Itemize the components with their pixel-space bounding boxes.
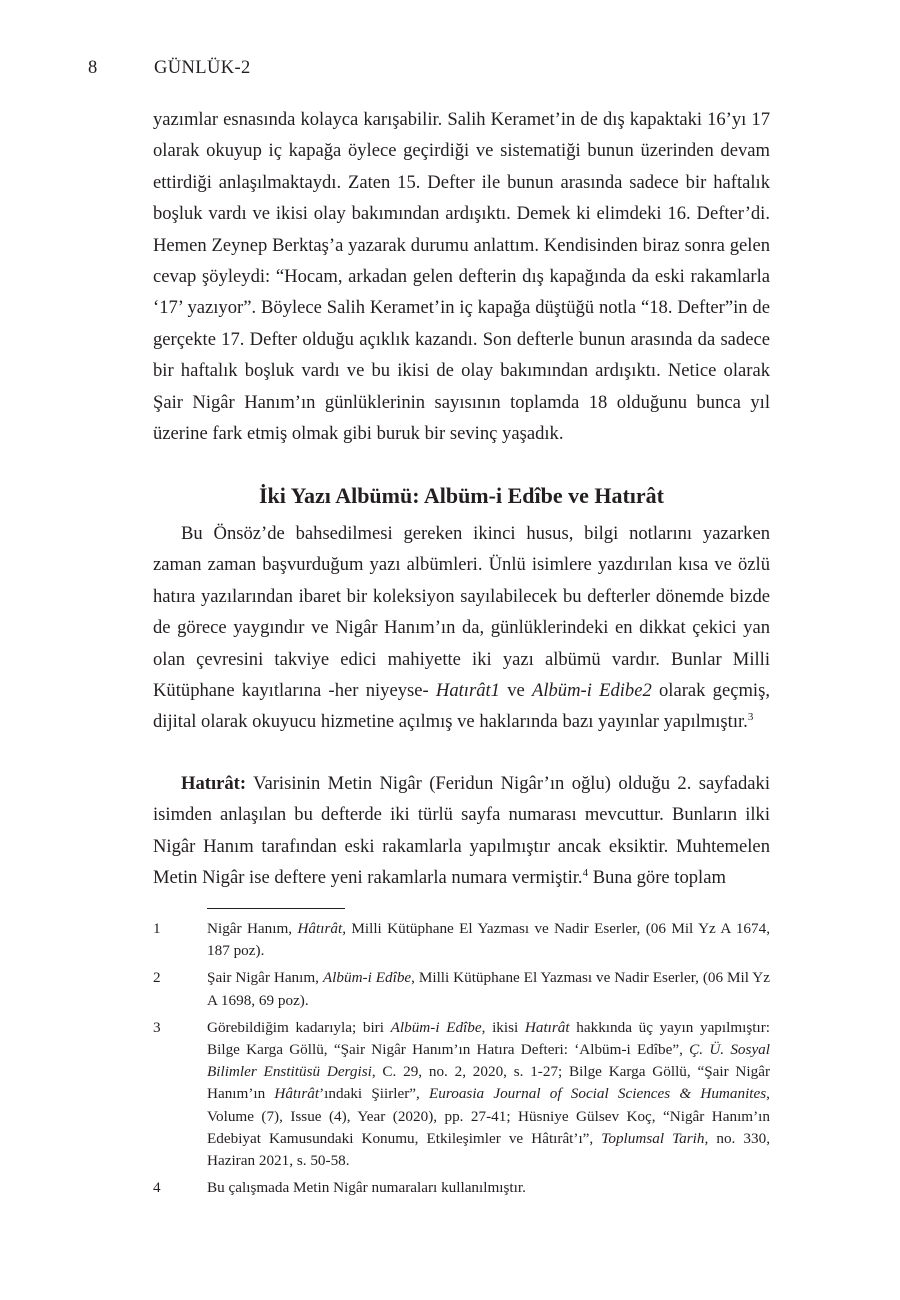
italic-title: Hâtırât (297, 920, 343, 937)
paragraph-text (153, 768, 770, 894)
text-run: ve (499, 680, 532, 702)
footnote-number: 3 (153, 1018, 161, 1036)
italic-title: Albüm-i Edîbe (390, 1018, 482, 1036)
paragraph-text (153, 518, 770, 738)
footnote-ref[interactable]: 3 (747, 711, 754, 724)
italic-title: Albüm-i Edîbe (322, 969, 412, 987)
text-run: , Milli Kütüphane El Yazması ve Nadir Eserler, (06 Mil Yz A 1698, 69 poz). (207, 969, 770, 1009)
footnote-4 (153, 1177, 770, 1199)
italic-title: Albüm-i Edibe2 (531, 680, 652, 702)
text-run: Bu Önsöz’de bahsedilmesi gereken ikinci husus, bilgi notlarını yazarken zaman zaman başvurduğum yazı albümleri. Ünlü isimlere yazdırılan kısa ve özlü hatıra yazılarından ibaret bir koleksiyon sayılabilecek bu defterler dönemde bizde de görece yaygındır ve Nigâr Hanım’ın da, günlüklerindeki en dikkat çekici yan olan çevresini takviye edici mahiyette iki yazı albümü vardır. Bunlar Milli Kütüphane kayıtlarına -her niyeyse- (153, 523, 770, 702)
italic-title: Euroasia Journal of Social Sciences & Humanites (429, 1085, 767, 1103)
footnote-number: 2 (153, 969, 161, 987)
footnote-1 (153, 918, 770, 962)
page-number: 8 (88, 58, 98, 78)
italic-title: Hatırât1 (435, 680, 500, 702)
text-run: Şair Nigâr Hanım, (207, 969, 323, 987)
footnote-3 (153, 1017, 770, 1172)
text-run: , Milli Kütüphane El Yazması ve Nadir Eserler, (06 Mil Yz A 1674, 187 poz). (207, 920, 770, 960)
running-header (88, 58, 251, 82)
footnote-text (207, 1017, 770, 1172)
italic-title: Hâtırât (274, 1085, 320, 1103)
footnote-separator (207, 908, 345, 909)
body-paragraph-3 (153, 768, 770, 894)
footnote-2 (153, 967, 770, 1011)
text-run: Görebildiğim kadarıyla; biri (207, 1018, 391, 1036)
italic-title: Toplumsal Tarih (601, 1129, 705, 1147)
text-run: , Volume (7), Issue (4), Year (2020), pp. 27-41; Hüsniye Gülsev Koç, “Nigâr Hanım’ın Edebiyat Kamusundaki Konumu, Etkileşimler ve Hâtırât’ı”, (207, 1085, 770, 1147)
text-run: Varisinin Metin Nigâr (Feridun Nigâr’ın oğlu) olduğu 2. sayfadaki isimden anlaşılan bu defterde iki türlü sayfa numarası mevcuttur. Bunların ilki Nigâr Hanım tarafından eski rakamlarla yapılmıştır ancak eksiktir. Muhtemelen Metin Nigâr ise deftere yeni rakamlarla numara vermiştir. (153, 773, 770, 889)
text-run: Buna göre toplam (588, 867, 726, 889)
italic-title: Ç. Ü. Sosyal Bilimler Enstitüsü Dergisi (207, 1041, 770, 1081)
body-paragraph-1 (153, 104, 770, 449)
text-run: , C. 29, no. 2, 2020, s. 1-27; Bilge Karga Göllü, “Şair Nigâr Hanım’ın (207, 1063, 771, 1103)
italic-title: Hatırât (524, 1018, 570, 1036)
section-heading: İki Yazı Albümü: Albüm-i Edîbe ve Hatırât (258, 483, 664, 508)
text-run: ’ındaki Şiirler”, (319, 1085, 430, 1103)
text-run: , no. 330, Haziran 2021, s. 50-58. (207, 1129, 770, 1170)
run-in-heading: Hatırât: (181, 773, 247, 794)
footnotes (153, 918, 770, 1204)
body-paragraph-2 (153, 518, 770, 738)
footnote-number: 4 (153, 1179, 161, 1197)
paragraph-text: yazımlar esnasında kolayca karışabilir. Salih Keramet’in de dış kapaktaki 16’yı 17 olarak okuyup iç kapağa öylece geçirdiği ve sistematiği bunun üzerinden devam ettirdiği anlaşılmaktaydı. Zaten 15. Defter ile bunun arasında sadece bir haftalık boşluk vardı ve ikisi olay bakımından ardışıktı. Demek ki elimdeki 16. Defter’di. Hemen Zeynep Berktaş’a yazarak durumu anlattım. Kendisinden biraz sonra gelen cevap şöyleydi: “Hocam, arkadan gelen defterin dış kapağında da eski rakamlarla ‘17’ yazıyor”. Böylece Salih Keramet’in iç kapağa düştüğü notla “18. Defter”in de gerçekte 17. Defter olduğu açıklık kazandı. Son defterle bunun arasında da sadece bir haftalık boşluk vardı ve bu ikisi de olay bakımından ardışıktı. Netice olarak Şair Nigâr Hanım’ın günlüklerinin sayısının toplamda 18 olduğunu bunca yıl üzerine fark etmiş olmak gibi buruk bir sevinç yaşadık. (153, 109, 770, 445)
text-run: , ikisi (481, 1018, 525, 1036)
footnote-number: 1 (153, 920, 161, 937)
footnote-text (207, 918, 770, 962)
text-run: hakkında üç yayın yapılmıştır: Bilge Karga Göllü, “Şair Nigâr Hanım’ın Hatıra Defteri: ‘Albüm-i Edîbe”, (207, 1018, 770, 1059)
text-run: Bu çalışmada Metin Nigâr numaraları kullanılmıştır. (207, 1179, 526, 1197)
footnote-text (207, 967, 770, 1011)
footnote-text (207, 1177, 770, 1199)
text-run: Nigâr Hanım, (207, 920, 298, 937)
footnote-ref[interactable]: 4 (582, 867, 589, 880)
text-run: olarak geçmiş, dijital olarak okuyucu hizmetine açılmış ve haklarında bazı yayınlar yapılmıştır. (153, 680, 770, 733)
running-title: GÜNLÜK-2 (154, 58, 251, 78)
